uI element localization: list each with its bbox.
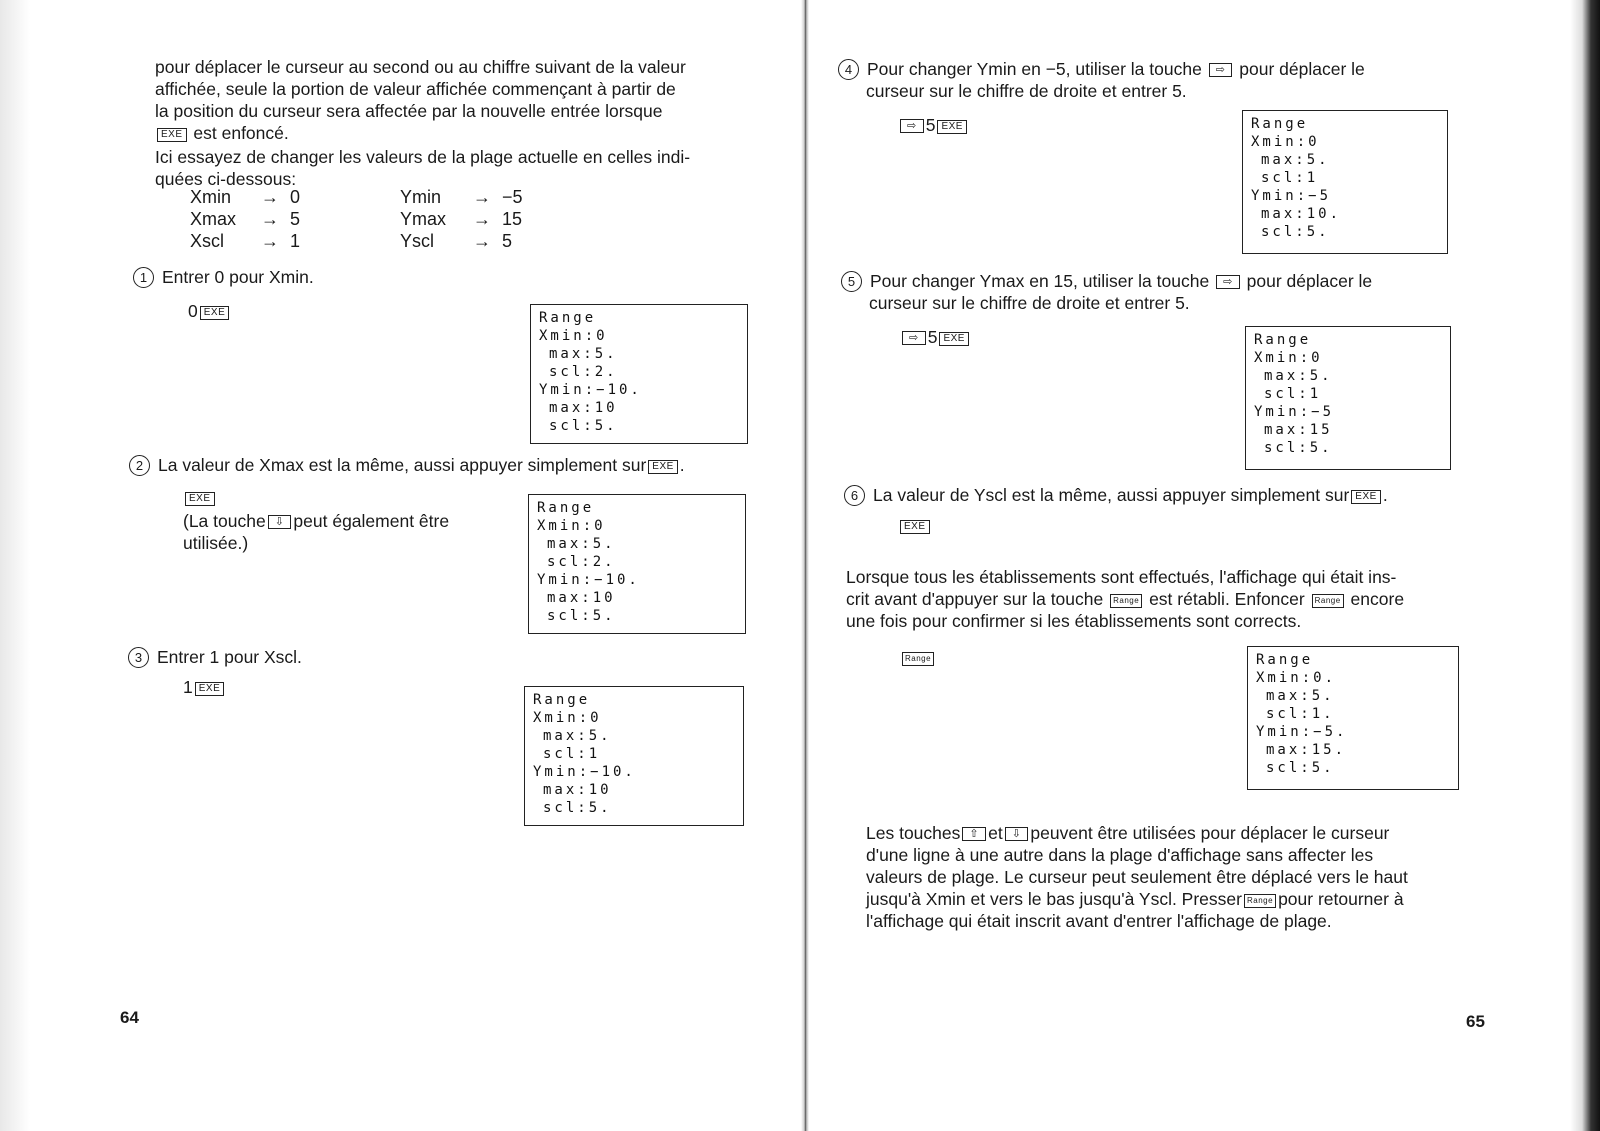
intro-line: la position du curseur sera affectée par la nouvelle entrée lorsque — [155, 101, 663, 121]
range-key: Range — [1312, 594, 1344, 608]
screen-line: max:5. — [543, 728, 612, 744]
paragraph-line: d'une ligne à une autre dans la plage d'affichage sans affecter les — [866, 845, 1374, 865]
target-table — [190, 186, 523, 252]
step-text: curseur sur le chiffre de droite et entrer 5. — [869, 293, 1190, 313]
exe-key: EXE — [200, 306, 230, 320]
paragraph-line: valeurs de plage. Le curseur peut seulement être déplacé vers le haut — [866, 867, 1408, 887]
screen-line: scl:2. — [549, 364, 618, 380]
arrow: → — [261, 231, 279, 251]
step-end: . — [679, 455, 685, 475]
step-5 — [841, 270, 1491, 314]
step-2 — [129, 454, 769, 476]
screen-line: scl:5. — [549, 418, 618, 434]
exe-key: EXE — [939, 332, 969, 346]
screen-line: max:5. — [1266, 688, 1335, 704]
target-name: Ymin — [400, 187, 442, 207]
exe-key: EXE — [937, 120, 967, 134]
right-arrow-key-icon: ⇨ — [1209, 63, 1233, 77]
screen-line: Ymin:−5 — [1254, 404, 1335, 420]
range-key: Range — [1110, 594, 1142, 608]
paragraph-text: pour retourner à — [1278, 889, 1404, 909]
screen-line: Xmin:0 — [1254, 350, 1323, 366]
screen-line: max:10. — [1261, 206, 1342, 222]
step-text: La valeur de Yscl est la même, aussi appuyer simplement sur — [873, 485, 1350, 505]
intro-line — [155, 122, 767, 144]
screen-line: Xmin:0 — [533, 710, 602, 726]
paragraph-line — [866, 888, 1482, 910]
step-text: Entrer 0 pour Xmin. — [162, 267, 314, 287]
exe-key: EXE — [195, 682, 225, 696]
screen-line: max:5. — [549, 346, 618, 362]
right-arrow-key-icon: ⇨ — [900, 119, 924, 133]
screen-line: max:15. — [1266, 742, 1347, 758]
step-number: 2 — [129, 455, 150, 476]
step-4-input — [898, 114, 969, 136]
step-text: Entrer 1 pour Xscl. — [157, 647, 302, 667]
step-text: curseur sur le chiffre de droite et entrer 5. — [866, 81, 1187, 101]
target-value: 15 — [502, 209, 523, 229]
calculator-screen-2 — [528, 494, 746, 634]
screen-line: Range — [539, 310, 597, 326]
target-value: 5 — [290, 209, 301, 229]
step-6-input — [898, 514, 932, 536]
paragraph-text: crit avant d'appuyer sur la touche — [846, 589, 1104, 609]
step-1 — [133, 266, 314, 288]
screen-line: Ymin:−10. — [539, 382, 642, 398]
arrow: → — [473, 187, 491, 207]
exe-key: EXE — [157, 128, 187, 142]
target-name: Yscl — [400, 231, 435, 251]
paragraph-line: Lorsque tous les établissements sont effectués, l'affichage qui était ins- — [846, 567, 1397, 587]
screen-line: max:5. — [547, 536, 616, 552]
paragraph-line: l'affichage qui était inscrit avant d'entrer l'affichage de plage. — [866, 911, 1332, 931]
intro-paragraph — [155, 56, 767, 190]
cursor-keys-paragraph — [866, 822, 1482, 932]
paragraph-text: jusqu'à Xmin et vers le bas jusqu'à Yscl. Presser — [866, 889, 1242, 909]
screen-line: Xmin:0 — [537, 518, 606, 534]
note-text: (La touche — [183, 511, 266, 531]
step-text: Pour changer Ymax en 15, utiliser la touche — [870, 271, 1210, 291]
exe-key: EXE — [185, 492, 215, 506]
step-text: La valeur de Xmax est la même, aussi appuyer simplement sur — [158, 455, 647, 475]
step-3-input — [183, 676, 226, 698]
screen-line: max:15 — [1264, 422, 1333, 438]
intro-line: affichée, seule la portion de valeur affichée commençant à partir de — [155, 79, 676, 99]
range-key: Range — [902, 652, 934, 666]
arrow: → — [261, 209, 279, 229]
paragraph-line: une fois pour confirmer si les établissements sont corrects. — [846, 611, 1302, 631]
arrow: → — [473, 209, 491, 229]
screen-line: scl:1. — [1266, 706, 1335, 722]
screen-line: Xmin:0 — [539, 328, 608, 344]
screen-line: Xmin:0 — [1251, 134, 1320, 150]
paragraph-line — [846, 588, 1482, 610]
paragraph-text: et — [988, 823, 1003, 843]
intro-line: quées ci-dessous: — [155, 169, 297, 189]
arrow: → — [473, 231, 491, 251]
step-number: 5 — [841, 271, 862, 292]
input-digit: 0 — [188, 301, 198, 321]
step-end: . — [1382, 485, 1388, 505]
screen-line: scl:2. — [547, 554, 616, 570]
calculator-screen-6 — [1247, 646, 1459, 790]
step-number: 4 — [838, 59, 859, 80]
screen-line: Range — [537, 500, 595, 516]
screen-line: Range — [533, 692, 591, 708]
step-text: pour déplacer le — [1246, 271, 1373, 291]
screen-line: Ymin:−5 — [1251, 188, 1332, 204]
target-name: Xmax — [190, 209, 237, 229]
target-name: Ymax — [400, 209, 447, 229]
screen-line: Ymin:−5. — [1256, 724, 1348, 740]
range-input — [900, 646, 936, 668]
up-arrow-key-icon: ⇧ — [962, 827, 986, 841]
page-number: 65 — [1466, 1012, 1485, 1031]
screen-line: scl:5. — [1266, 760, 1335, 776]
note-text: peut également être — [293, 511, 450, 531]
target-name: Xmin — [190, 187, 232, 207]
input-digit: 5 — [927, 327, 938, 347]
paragraph-text: peuvent être utilisées pour déplacer le curseur — [1030, 823, 1390, 843]
exe-key: EXE — [900, 520, 930, 534]
screen-line: max:5. — [1264, 368, 1333, 384]
screen-line: Ymin:−10. — [533, 764, 636, 780]
paragraph-text: encore — [1350, 589, 1405, 609]
screen-line: scl:5. — [1264, 440, 1333, 456]
screen-line: max:10 — [549, 400, 618, 416]
exe-key: EXE — [648, 460, 678, 474]
screen-line: Xmin:0. — [1256, 670, 1337, 686]
screen-line: Ymin:−10. — [537, 572, 640, 588]
input-digit: 5 — [925, 115, 936, 135]
paragraph-text: est rétabli. Enfoncer — [1149, 589, 1305, 609]
input-digit: 1 — [183, 677, 193, 697]
screen-line: scl:5. — [547, 608, 616, 624]
step-2-input — [183, 486, 217, 508]
step-number: 6 — [844, 485, 865, 506]
calculator-screen-4 — [1242, 110, 1448, 254]
target-value: 1 — [290, 231, 301, 251]
screen-line: scl:5. — [543, 800, 612, 816]
step-2-note — [183, 510, 503, 554]
intro-line: pour déplacer le curseur au second ou au chiffre suivant de la valeur — [155, 57, 686, 77]
target-row — [190, 230, 523, 252]
right-arrow-key-icon: ⇨ — [902, 331, 926, 345]
screen-line: scl:1 — [1264, 386, 1322, 402]
target-values — [190, 186, 523, 252]
step-line — [838, 58, 1488, 80]
screen-line: Range — [1256, 652, 1314, 668]
screen-line: Range — [1254, 332, 1312, 348]
screen-line: max:10 — [547, 590, 616, 606]
target-value: −5 — [502, 187, 523, 207]
exe-key: EXE — [1351, 490, 1381, 504]
screen-line: scl:1 — [1261, 170, 1319, 186]
target-row — [190, 208, 523, 230]
step-text: Pour changer Ymin en −5, utiliser la touche — [867, 59, 1202, 79]
step-text: pour déplacer le — [1239, 59, 1365, 79]
paragraph-text: Les touches — [866, 823, 961, 843]
step-number: 1 — [133, 267, 154, 288]
arrow: → — [261, 187, 279, 207]
down-arrow-key-icon: ⇩ — [268, 515, 292, 529]
right-arrow-key-icon: ⇨ — [1216, 275, 1240, 289]
target-row — [190, 186, 523, 208]
target-name: Xscl — [190, 231, 225, 251]
step-number: 3 — [128, 647, 149, 668]
step-3 — [128, 646, 302, 668]
screen-line: scl:1 — [543, 746, 601, 762]
confirm-paragraph — [846, 566, 1482, 632]
intro-text: est enfoncé. — [193, 123, 289, 143]
step-6 — [844, 484, 1494, 506]
step-line — [841, 270, 1491, 292]
paragraph-line — [866, 822, 1482, 844]
screen-line: max:5. — [1261, 152, 1330, 168]
down-arrow-key-icon: ⇩ — [1005, 827, 1029, 841]
target-value: 5 — [502, 231, 513, 251]
calculator-screen-3 — [524, 686, 744, 826]
target-value: 0 — [290, 187, 301, 207]
step-4 — [838, 58, 1488, 102]
page-number: 64 — [120, 1008, 139, 1027]
screen-line: scl:5. — [1261, 224, 1330, 240]
calculator-screen-1 — [530, 304, 748, 444]
screen-line: Range — [1251, 116, 1309, 132]
calculator-screen-5 — [1245, 326, 1451, 470]
range-key: Range — [1244, 894, 1276, 908]
step-5-input — [900, 326, 971, 348]
note-text: utilisée.) — [183, 533, 249, 553]
screen-line: max:10 — [543, 782, 612, 798]
step-1-input — [188, 300, 231, 322]
intro-line: Ici essayez de changer les valeurs de la plage actuelle en celles indi- — [155, 147, 691, 167]
right-page — [806, 0, 1600, 1131]
